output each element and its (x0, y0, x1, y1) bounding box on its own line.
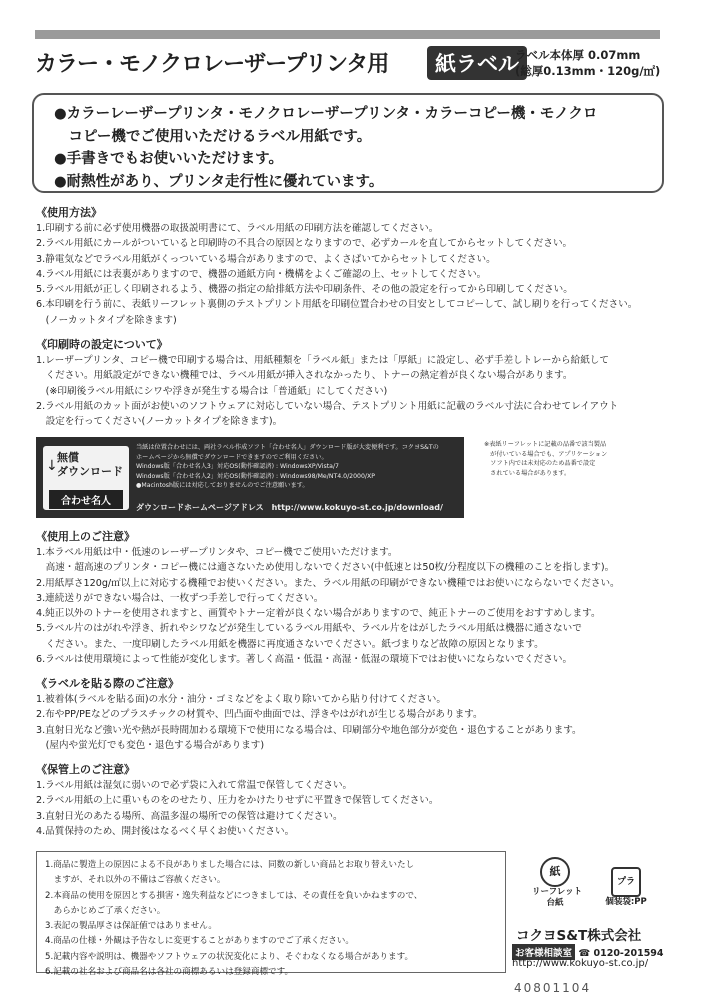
product-badge: 紙ラベル (427, 46, 527, 80)
applying-section (36, 676, 666, 753)
top-rule (35, 30, 660, 39)
thickness-spec (515, 47, 660, 79)
download-logo-line: 合わせ名人 (49, 490, 123, 509)
cautions-line: ください。また、一度印刷したラベル用紙を機器に再度通さないでください。紙づまりなど故障の原因となります。 (36, 638, 544, 650)
usage-line: 5.ラベル用紙が正しく印刷されるよう、機器の指定の給排紙方法や印刷条件、その他の設定を行ってから印刷してください。 (36, 284, 573, 296)
contact-label: お客様相談室 (512, 944, 575, 960)
download-logo (43, 446, 129, 510)
usage-section (36, 205, 666, 328)
usage-line: 1.印刷する前に必ず使用機器の取扱説明書にて、ラベル用紙の印刷方法を確認してください。 (36, 223, 439, 234)
applying-line: 1.被着体(ラベルを貼る面)の水分・油分・ゴミなどをよく取り除いてから貼り付けてください。 (36, 694, 446, 705)
applying-line: 3.直射日光など強い光や熱が長時間加わる環境下で使用になる場合は、印刷部分や地色部分が変色・退色することがあります。 (36, 724, 582, 736)
feature-line: ●カラーレーザープリンタ・モノクロレーザープリンタ・カラーコピー機・モノクロ (54, 106, 598, 122)
cautions-line: 6.ラベルは使用環境によって性能が変化します。著しく高温・低温・高湿・低湿の環境下ではお使いにならないでください。 (36, 654, 573, 666)
notice-line: 4.商品の仕様・外観は予告なしに変更することがありますのでご了承ください。 (45, 936, 354, 947)
plastic-recycle-mark (598, 867, 654, 908)
notice-line: 2.本商品の使用を原因とする損害・逸失利益などにつきましては、その責任を負いかねますので、 (45, 890, 423, 901)
storage-line: 2.ラベル用紙の上に重いものをのせたり、圧力をかけたりせずに平置きで保管してください。 (36, 795, 439, 807)
features-box (32, 93, 664, 193)
storage-heading: 《保管上のご注意》 (36, 763, 135, 776)
applying-line: (屋内や蛍光灯でも変色・退色する場合があります) (36, 739, 265, 751)
notice-line: あらかじめご了承ください。 (45, 905, 166, 916)
download-note-line: ※表紙リーフレットに記載の品番で該当製品 (484, 441, 607, 448)
cautions-line: 1.本ラベル用紙は中・低速のレーザープリンタや、コピー機でご使用いただけます。 (36, 547, 398, 558)
notice-line: 5.記載内容や説明は、機器やソフトウェアの状況変化により、そぐわなくなる場合があります。 (45, 951, 414, 962)
notice-line: ますが、それ以外の不備はご容赦ください。 (45, 875, 226, 886)
download-note-line: ソフト内では未対応のため品番で設定 (484, 460, 596, 467)
notice-line: 1.商品に製造上の原因による不良がありました場合には、同数の新しい商品とお取り替えいたし (45, 860, 415, 870)
download-note (484, 440, 660, 478)
download-text-line: Windows版「合わせ名人2」対応OS(動作確認済) : Windows98/Me/NT4.0/2000/XP (136, 472, 375, 480)
print-settings-section (36, 337, 666, 429)
print-settings-line: (※印刷後ラベル用紙にシワや浮きが発生する場合は「普通紙」にしてください) (36, 385, 388, 397)
company-name: コクヨS&T株式会社 (516, 928, 642, 944)
cautions-line: 4.純正以外のトナーを使用されますと、画質やトナー定着が良くない場合がありますので、純正トナーのご使用をおすすめします。 (36, 608, 601, 620)
storage-line: 3.直射日光のあたる場所、高温多湿の場所での保管は避けてください。 (36, 810, 343, 822)
download-text-line: 当紙は位置合わせには、両社ラベル作成ソフト「合わせ名人」ダウンロード版が大変便利です。コクヨS&Tの (136, 444, 439, 451)
cautions-section (36, 529, 666, 667)
print-settings-line: 設定を行ってください(ノーカットタイプを除きます)。 (36, 416, 283, 428)
download-banner (36, 437, 464, 518)
paper-recycle-icon: 紙 (540, 857, 570, 887)
storage-line: 4.品質保持のため、開封後はなるべく早くお使いください。 (36, 825, 295, 837)
download-note-line: が付いている場合でも、アプリケーション (484, 450, 608, 458)
paper-recycle-caption: 台紙 (546, 898, 564, 908)
download-logo-line: 無償 (57, 451, 79, 464)
download-text-line: ホームページから無償でダウンロードできますのでご利用ください。 (136, 453, 328, 461)
paper-recycle-caption: リーフレット (532, 887, 583, 897)
cautions-line: 2.用紙厚さ120g/㎡以上に対応する機種でお使いください。また、ラベル用紙の印刷ができない機種ではお使いにならないでください。 (36, 577, 620, 589)
phone-icon: ☎ (578, 948, 591, 959)
feature-line: ●手書きでもお使いいただけます。 (54, 151, 283, 167)
product-code: 40801104 (514, 981, 592, 995)
download-arrow-icon: ↓ (46, 458, 58, 474)
download-url[interactable]: ダウンロードホームページアドレス http://www.kokuyo-st.co.jp/download/ (136, 503, 443, 512)
company-url[interactable]: http://www.kokuyo-st.co.jp/ (512, 958, 649, 969)
storage-section (36, 762, 666, 839)
notice-line: 3.表記の製品厚さは保証値ではありません。 (45, 921, 217, 932)
cautions-line: 高速・超高速のプリンタ・コピー機には適さないため使用しないでください(中低速とは50枚/分程度以下の機種のことを指します)。 (36, 562, 615, 574)
usage-line: 6.本印刷を行う前に、表紙リーフレット裏側のテストプリント用紙を印刷位置合わせの目安としてコピーして、試し刷りを行ってください。 (36, 299, 638, 311)
contact-number: 0120-201594 (593, 948, 664, 959)
paper-recycle-mark (532, 857, 583, 909)
usage-line: (ノーカットタイプを除きます) (36, 314, 177, 326)
download-note-line: されている場合があります。 (484, 469, 571, 477)
feature-line: ●耐熱性があり、プリンタ走行性に優れています。 (54, 173, 384, 190)
cautions-heading: 《使用上のご注意》 (36, 530, 135, 543)
plastic-recycle-caption: 個装袋:PP (605, 897, 647, 907)
plastic-recycle-icon: プラ (611, 867, 641, 897)
applying-line: 2.布やPP/PEなどのプラスチックの材質や、凹凸面や曲面では、浮きやはがれが生じる場合があります。 (36, 709, 483, 721)
download-logo-line: ダウンロード (57, 465, 123, 478)
print-settings-line: ください。用紙設定ができない機種では、ラベル用紙が挿入されなかったり、トナーの熱定着が良くない場合があります。 (36, 370, 573, 382)
cautions-line: 5.ラベル片のはがれや浮き、折れやシワなどが発生しているラベル用紙や、ラベル片をはがしたラベル用紙は機器に通さないで (36, 623, 582, 635)
usage-line: 4.ラベル用紙には表裏がありますので、機器の通紙方向・機構をよくご確認の上、セットしてください。 (36, 268, 487, 280)
download-text-line: ●Macintosh版には対応しておりませんのでご注意願います。 (136, 482, 309, 489)
download-text-line: Windows版「合わせ名人3」対応OS(動作確認済) : WindowsXP/Vista/7 (136, 463, 339, 470)
print-settings-line: 1.レーザープリンタ、コピー機で印刷する場合は、用紙種類を「ラベル紙」または「厚紙」に設定し、必ず手差しトレーから給紙して (36, 355, 609, 366)
thickness-spec-line: (総厚0.13mm・120g/㎡) (515, 64, 661, 78)
storage-line: 1.ラベル用紙は湿気に弱いので必ず袋に入れて常温で保管してください。 (36, 780, 353, 791)
feature-line: コピー機でご使用いただけるラベル用紙です。 (54, 128, 372, 145)
notices-box (36, 851, 506, 978)
applying-heading: 《ラベルを貼る際のご注意》 (36, 677, 179, 690)
cautions-line: 3.連続送りができない場合は、一枚ずつ手差しで行ってください。 (36, 592, 324, 604)
page-title: カラー・モノクロレーザープリンタ用 (35, 52, 389, 77)
usage-heading: 《使用方法》 (36, 206, 102, 219)
print-settings-heading: 《印刷時の設定について》 (36, 338, 168, 351)
page-header (35, 44, 665, 80)
usage-line: 3.静電気などでラベル用紙がくっついている場合がありますので、よくさばいてからセットしてください。 (36, 253, 496, 265)
download-description (136, 443, 458, 491)
print-settings-line: 2.ラベル用紙のカット面がお使いのソフトウェアに対応していない場合、テストプリント用紙に記載のラベル寸法に合わせてレイアウト (36, 400, 619, 412)
thickness-spec-line: ラベル本体厚 0.07mm (515, 48, 641, 62)
usage-line: 2.ラベル用紙にカールがついていると印刷時の不具合の原因となりますので、必ずカールを直してからセットしてください。 (36, 238, 573, 250)
notice-line: 6.記載の社名および商品名は各社の商標あるいは登録商標です。 (45, 967, 294, 978)
